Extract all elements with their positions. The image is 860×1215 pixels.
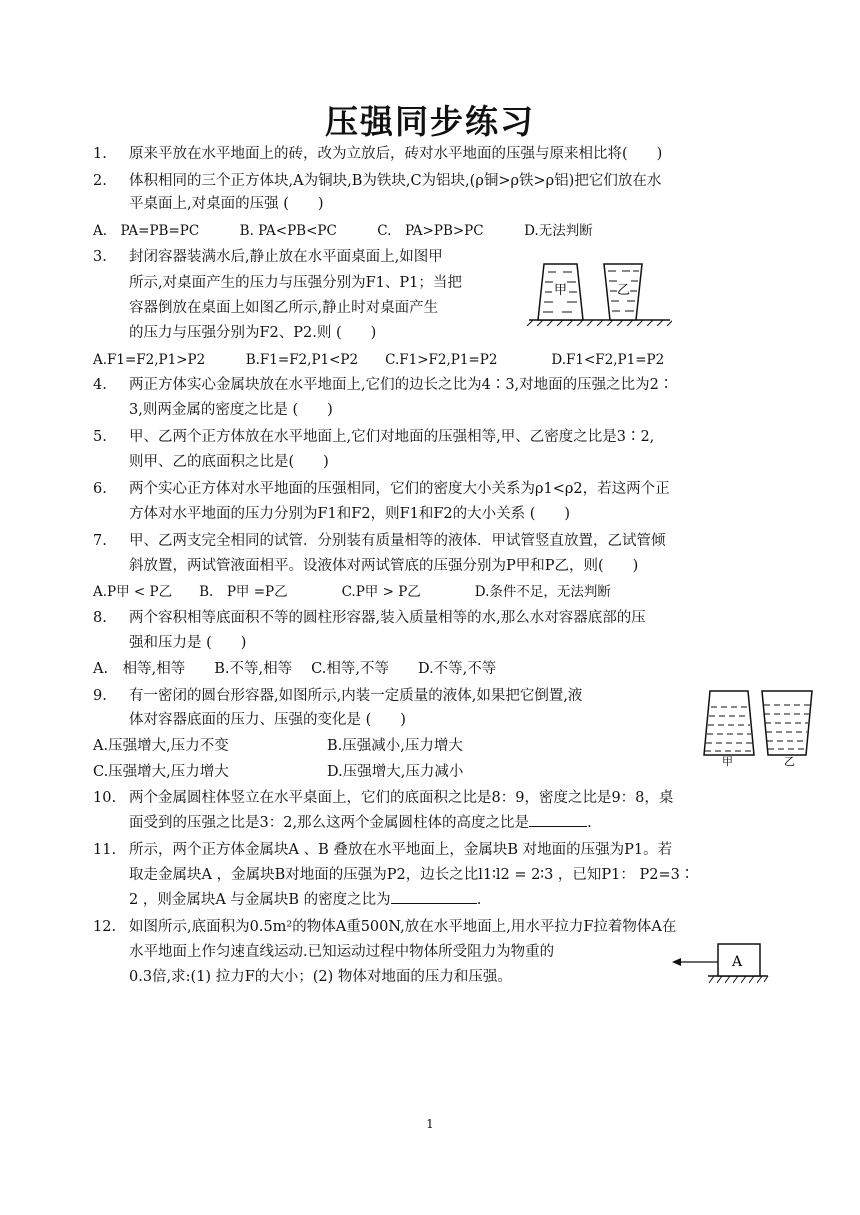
q9-frustum-figure: [700, 685, 818, 767]
q10-text-2-end: .: [587, 815, 592, 831]
q1-number: 1.: [93, 146, 107, 162]
q3-text-4: 的压力与压强分别为F2、P2.则 ( ): [129, 325, 377, 341]
q2-text-1: 体积相同的三个正方体块,A为铜块,B为铁块,C为铝块,(ρ铜>ρ铁>ρ铝)把它们放在水: [129, 173, 662, 189]
q3-containers-figure: [527, 254, 672, 326]
q2-number: 2.: [93, 173, 107, 189]
q10-text-2: [129, 812, 592, 834]
q8-text-1: 两个容积相等底面积不等的圆柱形容器,装入质量相等的水,那么水对容器底部的压: [129, 610, 646, 626]
q11-text-3-end: .: [476, 892, 482, 908]
q2-options: A. PA=PB=PC B. PA<PB<PC C. PA>PB>PC D.无法判断: [93, 223, 593, 239]
q10-text-2-main: 面受到的压强之比是3：2,那么这两个金属圆柱体的高度之比是: [129, 815, 530, 831]
q10-answer-blank[interactable]: [529, 812, 587, 827]
q12-fig-label: A: [732, 954, 743, 970]
q3-fig-label-b: 乙: [617, 283, 631, 298]
q7-text-2: 斜放置，两试管液面相平。设液体对两试管底的压强分别为P甲和P乙，则( ): [129, 558, 639, 574]
q6-number: 6.: [93, 481, 107, 497]
q6-text-2: 方体对水平地面的压力分别为F1和F2，则F1和F2的大小关系 ( ): [129, 506, 571, 522]
q9-fig-label-a: 甲: [722, 755, 733, 767]
q7-number: 7.: [93, 533, 107, 549]
q9-option-d: D.压强增大,压力减小: [327, 764, 464, 780]
q3-fig-label-a: 甲: [554, 283, 568, 298]
q5-text-1: 甲、乙两个正方体放在水平地面上,它们对地面的压强相等,甲、乙密度之比是3∶2,: [129, 429, 655, 445]
q11-text-3: [129, 889, 481, 911]
q10-text-1: 两个金属圆柱体竖立在水平桌面上，它们的底面积之比是8：9，密度之比是9：8，桌: [129, 790, 674, 806]
q5-number: 5.: [93, 429, 107, 445]
q9-option-c: C.压强增大,压力增大: [93, 764, 229, 780]
q4-number: 4.: [93, 377, 107, 393]
q12-text-3: 0.3倍,求:(1) 拉力F的大小；(2) 物体对地面的压力和压强。: [129, 969, 512, 985]
q9-fig-label-b: 乙: [784, 755, 795, 767]
q12-block-figure: [668, 938, 770, 986]
page-title: 压强同步练习: [325, 102, 535, 141]
q8-text-2: 强和压力是 ( ): [129, 635, 247, 651]
q3-text-3: 容器倒放在桌面上如图乙所示,静止时对桌面产生: [129, 300, 439, 316]
q12-number: 12.: [93, 919, 117, 935]
q3-text-1: 封闭容器装满水后,静止放在水平面桌面上,如图甲: [129, 249, 443, 265]
q6-text-1: 两个实心正方体对水平地面的压强相同，它们的密度大小关系为ρ1<ρ2，若这两个正: [129, 481, 670, 497]
q11-text-2: 取走金属块A ，金属块B对地面的压强为P2，边长之比l1∶l2 = 2∶3 ，已知P1： P2=3∶: [129, 867, 695, 883]
q11-text-3-main: 2 ，则金属块A 与金属块B 的密度之比为: [129, 892, 391, 908]
q12-text-2: 水平地面上作匀速直线运动.已知运动过程中物体所受阻力为物重的: [129, 944, 555, 960]
page-number: 1: [426, 1117, 434, 1131]
q11-answer-blank[interactable]: [391, 889, 477, 904]
q4-text-1: 两正方体实心金属块放在水平地面上,它们的边长之比为4∶3,对地面的压强之比为2∶: [129, 377, 674, 393]
q9-text-2: 体对容器底面的压力、压强的变化是 ( ): [129, 712, 406, 728]
q9-number: 9.: [93, 688, 107, 704]
q8-number: 8.: [93, 610, 107, 626]
q11-text-1: 所示，两个正方体金属块A 、B 叠放在水平地面上，金属块B 对地面的压强为P1。若: [129, 842, 673, 858]
q3-number: 3.: [93, 249, 107, 265]
q10-number: 10.: [93, 790, 117, 806]
q9-option-a: A.压强增大,压力不变: [93, 738, 229, 754]
q3-text-2: 所示,对桌面产生的压力与压强分别为F1、P1；当把: [129, 275, 462, 291]
q7-options: A.P甲 < P乙 B. P甲 =P乙 C.P甲 > P乙 D.条件不足，无法判断: [93, 584, 611, 600]
q2-text-2: 平桌面上,对桌面的压强 ( ): [129, 196, 324, 212]
q4-text-2: 3,则两金属的密度之比是 ( ): [129, 402, 333, 418]
q9-option-b: B.压强减小,压力增大: [327, 738, 463, 754]
q5-text-2: 则甲、乙的底面积之比是( ): [129, 454, 329, 470]
q8-options: A. 相等,相等 B.不等,相等 C.相等,不等 D.不等,不等: [93, 661, 497, 677]
q7-text-1: 甲、乙两支完全相同的试管．分别装有质量相等的液体．甲试管竖直放置，乙试管倾: [129, 533, 666, 549]
q3-options: A.F1=F2,P1>P2 B.F1=F2,P1<P2 C.F1>F2,P1=P2 D.F1<F2,P1=P2: [93, 352, 665, 368]
q9-text-1: 有一密闭的圆台形容器,如图所示,内装一定质量的液体,如果把它倒置,液: [129, 688, 583, 704]
q1-text: 原来平放在水平地面上的砖，改为立放后，砖对水平地面的压强与原来相比将( ): [129, 146, 663, 162]
q11-number: 11.: [93, 842, 117, 858]
q12-text-1: 如图所示,底面积为0.5m²的物体A重500N,放在水平地面上,用水平拉力F拉着物体A在: [129, 919, 677, 935]
